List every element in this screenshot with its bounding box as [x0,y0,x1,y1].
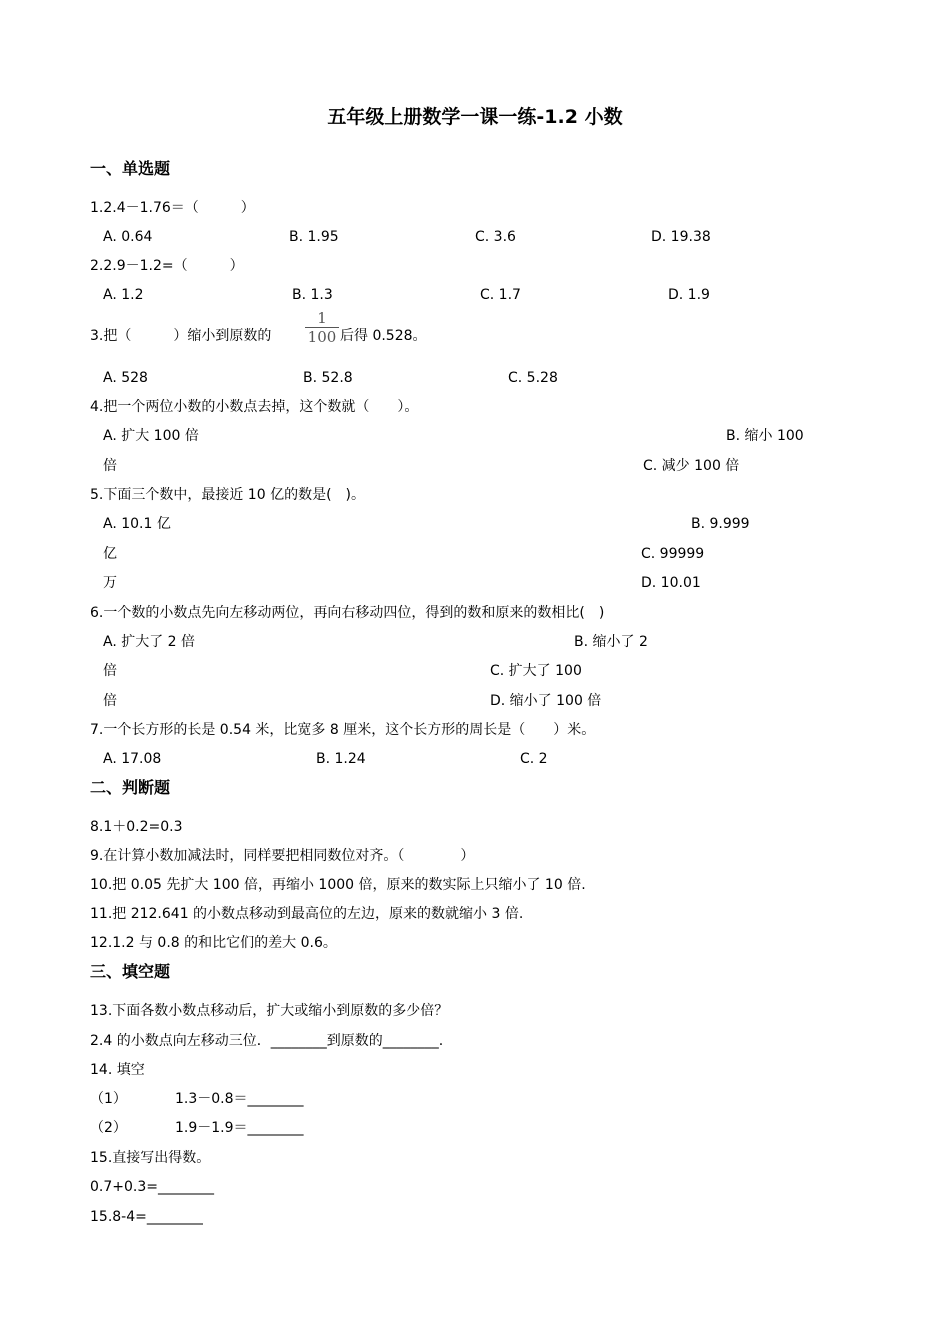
question-5-option-c-wrap: 万 [103,575,117,591]
question-14-part-1-label: （1） [90,1091,127,1107]
question-4-stem: 4.把一个两位小数的小数点去掉，这个数就（ ）。 [90,399,419,415]
section-heading-fill-in: 三、填空题 [90,962,171,981]
question-8: 8.1＋0.2=0.3 [90,819,183,835]
question-2-stem: 2.2.9－1.2=（ ） [90,258,244,274]
question-4-option-b-wrap: 倍 [103,458,117,474]
question-6-option-d: D. 缩小了 100 倍 [490,693,602,709]
question-4-option-c: C. 减少 100 倍 [643,458,740,474]
question-11: 11.把 212.641 的小数点移动到最高位的左边，原来的数就缩小 3 倍. [90,906,524,922]
question-5-option-c: C. 99999 [641,546,705,562]
question-3-stem-prefix: 3.把（ ）缩小到原数的 [90,328,272,344]
question-7-option-c: C. 2 [520,751,548,767]
question-13-stem: 13.下面各数小数点移动后，扩大或缩小到原数的多少倍？ [90,1003,449,1019]
question-15-line-1: 0.7+0.3=________ [90,1179,214,1195]
question-1-option-c: C. 3.6 [475,229,516,245]
question-15-line-2: 15.8-4=________ [90,1209,203,1225]
question-3-option-c: C. 5.28 [508,370,558,386]
question-4-option-a: A. 扩大 100 倍 [103,428,199,444]
question-14-part-2-expr: 1.9－1.9＝________ [175,1120,304,1136]
question-14-part-2-label: （2） [90,1120,127,1136]
question-1-option-b: B. 1.95 [289,229,339,245]
question-6-stem: 6.一个数的小数点先向左移动两位，再向右移动四位，得到的数和原来的数相比( ) [90,605,605,621]
question-2-option-a: A. 1.2 [103,287,144,303]
question-6-option-b-wrap: 倍 [103,663,117,679]
section-heading-true-false: 二、判断题 [90,778,171,797]
question-7-option-b: B. 1.24 [316,751,366,767]
question-3-option-b: B. 52.8 [303,370,353,386]
question-10: 10.把 0.05 先扩大 100 倍，再缩小 1000 倍，原来的数实际上只缩小了 10 倍. [90,877,586,893]
question-14-stem: 14. 填空 [90,1062,145,1078]
page-title: 五年级上册数学一课一练-1.2 小数 [327,106,623,128]
section-heading-single-choice: 一、单选题 [90,159,171,178]
fraction-numerator: 1 [317,309,327,327]
question-5-stem: 5.下面三个数中，最接近 10 亿的数是( )。 [90,487,365,503]
question-3-option-a: A. 528 [103,370,148,386]
question-5-option-b: B. 9.999 [691,516,750,532]
question-9: 9.在计算小数加减法时，同样要把相同数位对齐。（ ） [90,848,475,864]
question-4-option-b: B. 缩小 100 [726,428,804,444]
question-14-part-1-expr: 1.3－0.8＝________ [175,1091,304,1107]
question-5-option-b-wrap: 亿 [103,546,117,562]
question-5-option-a: A. 10.1 亿 [103,516,171,532]
fraction-one-hundredth [305,310,339,345]
question-1-option-a: A. 0.64 [103,229,153,245]
question-6-option-c: C. 扩大了 100 [490,663,582,679]
question-6-option-c-wrap: 倍 [103,693,117,709]
question-6-option-b: B. 缩小了 2 [574,634,648,650]
question-1-stem: 1.2.4－1.76＝（ ） [90,200,255,216]
question-6-option-a: A. 扩大了 2 倍 [103,634,196,650]
question-2-option-d: D. 1.9 [668,287,710,303]
question-2-option-b: B. 1.3 [292,287,333,303]
question-3-stem-suffix: 后得 0.528。 [340,328,427,344]
question-13-line: 2.4 的小数点向左移动三位．________到原数的________. [90,1033,444,1049]
fraction-denominator: 100 [307,328,337,346]
question-7-option-a: A. 17.08 [103,751,162,767]
question-1-option-d: D. 19.38 [651,229,711,245]
question-7-stem: 7.一个长方形的长是 0.54 米，比宽多 8 厘米，这个长方形的周长是（ ）米。 [90,722,596,738]
question-12: 12.1.2 与 0.8 的和比它们的差大 0.6。 [90,935,337,951]
question-15-stem: 15.直接写出得数。 [90,1150,211,1166]
question-5-option-d: D. 10.01 [641,575,701,591]
question-2-option-c: C. 1.7 [480,287,521,303]
